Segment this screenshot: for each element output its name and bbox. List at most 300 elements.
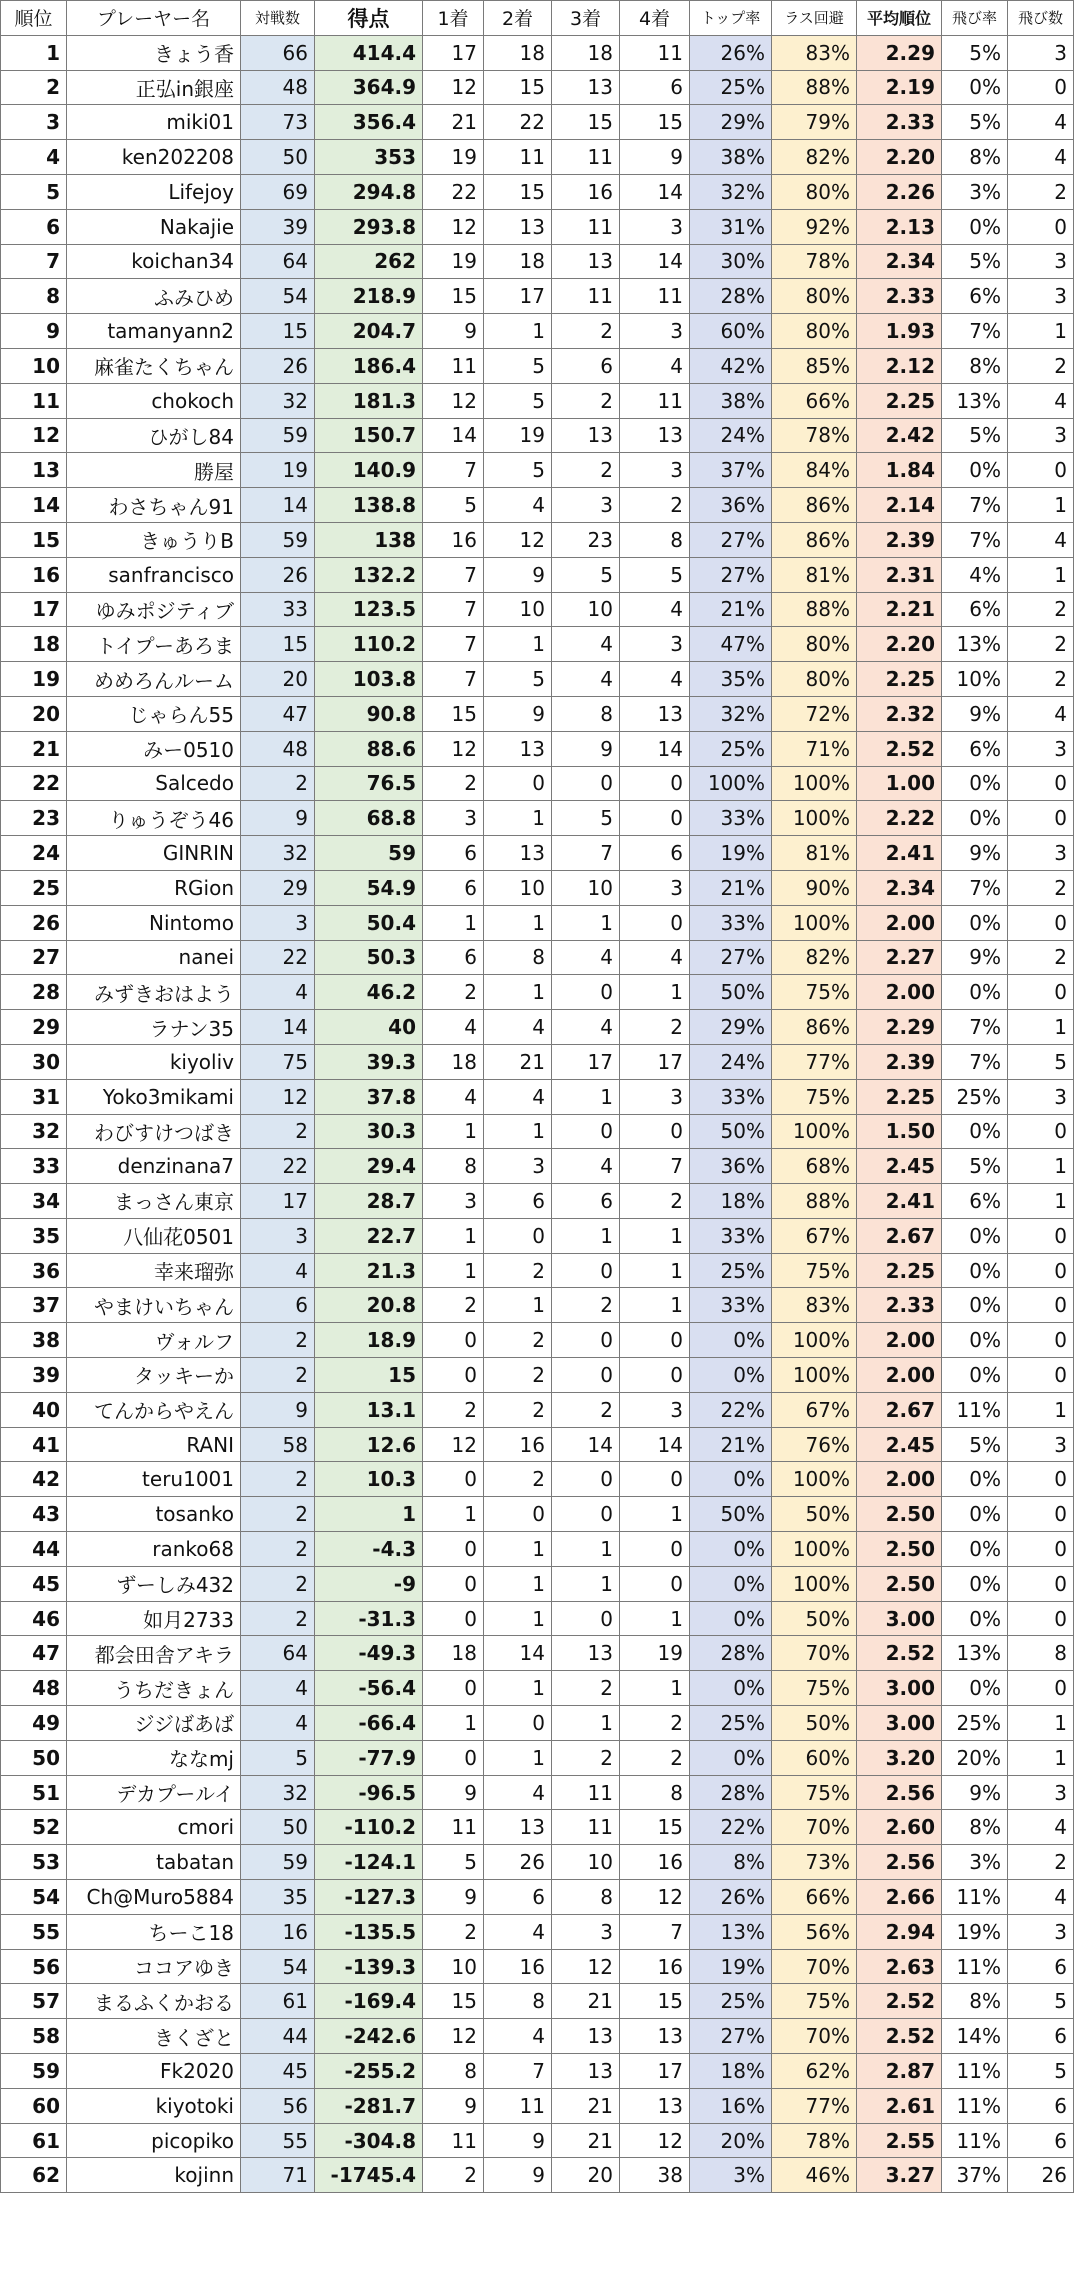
top-rate-cell: 25% [690,1706,772,1741]
bust-count-cell: 2 [1008,940,1074,975]
bust-rate-cell: 11% [942,2123,1008,2158]
fourth-place-cell: 14 [620,244,690,279]
games-cell: 54 [241,279,315,314]
first-place-cell: 10 [423,1949,484,1984]
score-cell: -49.3 [315,1636,423,1671]
last-avoid-cell: 88% [772,70,857,105]
player-name-cell: じゃらん55 [67,696,241,731]
table-row [1,1427,1074,1462]
second-place-cell: 1 [484,1601,552,1636]
score-cell: 13.1 [315,1392,423,1427]
top-rate-cell: 19% [690,836,772,871]
table-row [1,1740,1074,1775]
bust-count-cell: 0 [1008,1566,1074,1601]
third-place-cell: 11 [552,209,620,244]
score-cell: 138 [315,522,423,557]
top-rate-cell: 27% [690,557,772,592]
average-rank-cell: 2.33 [857,1288,942,1323]
first-place-cell: 0 [423,1566,484,1601]
bust-count-cell: 1 [1008,1392,1074,1427]
first-place-cell: 7 [423,453,484,488]
table-row [1,627,1074,662]
table-row [1,209,1074,244]
bust-count-cell: 1 [1008,488,1074,523]
bust-count-cell: 3 [1008,1775,1074,1810]
fourth-place-cell: 4 [620,940,690,975]
third-place-cell: 2 [552,383,620,418]
bust-count-cell: 3 [1008,836,1074,871]
fourth-place-cell: 5 [620,557,690,592]
top-rate-cell: 31% [690,209,772,244]
second-place-cell: 7 [484,2054,552,2089]
second-place-cell: 16 [484,1949,552,1984]
bust-count-cell: 6 [1008,2019,1074,2054]
last-avoid-cell: 72% [772,696,857,731]
first-place-cell: 12 [423,209,484,244]
rank-cell: 53 [1,1845,67,1880]
player-name-cell: うちだきょん [67,1671,241,1706]
score-cell: -139.3 [315,1949,423,1984]
third-place-cell: 12 [552,1949,620,1984]
average-rank-cell: 1.50 [857,1114,942,1149]
third-place-cell: 13 [552,2019,620,2054]
fourth-place-cell: 17 [620,2054,690,2089]
fourth-place-cell: 3 [620,314,690,349]
fourth-place-cell: 3 [620,627,690,662]
score-cell: 50.3 [315,940,423,975]
player-name-cell: ラナン35 [67,1010,241,1045]
header-first-place: 1着 [423,1,484,36]
last-avoid-cell: 84% [772,453,857,488]
fourth-place-cell: 0 [620,766,690,801]
first-place-cell: 0 [423,1671,484,1706]
second-place-cell: 5 [484,383,552,418]
top-rate-cell: 27% [690,522,772,557]
bust-count-cell: 4 [1008,1810,1074,1845]
second-place-cell: 2 [484,1392,552,1427]
table-row [1,1114,1074,1149]
last-avoid-cell: 75% [772,1079,857,1114]
first-place-cell: 9 [423,1880,484,1915]
first-place-cell: 18 [423,1044,484,1079]
average-rank-cell: 2.13 [857,209,942,244]
top-rate-cell: 0% [690,1566,772,1601]
second-place-cell: 10 [484,592,552,627]
fourth-place-cell: 12 [620,1880,690,1915]
table-row [1,1775,1074,1810]
third-place-cell: 4 [552,1149,620,1184]
table-row [1,418,1074,453]
rank-cell: 55 [1,1914,67,1949]
games-cell: 50 [241,1810,315,1845]
score-cell: -169.4 [315,1984,423,2019]
score-cell: 29.4 [315,1149,423,1184]
fourth-place-cell: 14 [620,731,690,766]
table-row [1,35,1074,70]
rank-cell: 8 [1,279,67,314]
score-cell: 88.6 [315,731,423,766]
average-rank-cell: 2.00 [857,1462,942,1497]
score-cell: 294.8 [315,174,423,209]
player-name-cell: 如月2733 [67,1601,241,1636]
score-cell: -66.4 [315,1706,423,1741]
last-avoid-cell: 100% [772,1566,857,1601]
first-place-cell: 4 [423,1079,484,1114]
bust-count-cell: 1 [1008,1706,1074,1741]
rank-cell: 35 [1,1218,67,1253]
average-rank-cell: 2.27 [857,940,942,975]
player-name-cell: きくざと [67,2019,241,2054]
ranking-body [1,35,1074,2192]
table-row [1,940,1074,975]
bust-rate-cell: 6% [942,1184,1008,1219]
games-cell: 3 [241,1218,315,1253]
fourth-place-cell: 4 [620,592,690,627]
second-place-cell: 1 [484,1740,552,1775]
fourth-place-cell: 1 [620,1497,690,1532]
score-cell: 414.4 [315,35,423,70]
table-row [1,1392,1074,1427]
player-name-cell: ゆみポジティブ [67,592,241,627]
first-place-cell: 12 [423,1427,484,1462]
second-place-cell: 2 [484,1323,552,1358]
score-cell: 90.8 [315,696,423,731]
second-place-cell: 4 [484,2019,552,2054]
first-place-cell: 2 [423,1914,484,1949]
first-place-cell: 18 [423,1636,484,1671]
second-place-cell: 5 [484,348,552,383]
fourth-place-cell: 14 [620,1427,690,1462]
rank-cell: 45 [1,1566,67,1601]
bust-rate-cell: 13% [942,383,1008,418]
games-cell: 48 [241,70,315,105]
third-place-cell: 13 [552,70,620,105]
bust-rate-cell: 7% [942,870,1008,905]
player-name-cell: Ch@Muro5884 [67,1880,241,1915]
table-row [1,453,1074,488]
average-rank-cell: 2.00 [857,975,942,1010]
games-cell: 2 [241,1114,315,1149]
games-cell: 32 [241,836,315,871]
games-cell: 2 [241,1601,315,1636]
games-cell: 47 [241,696,315,731]
fourth-place-cell: 9 [620,140,690,175]
bust-rate-cell: 0% [942,975,1008,1010]
score-cell: 364.9 [315,70,423,105]
player-name-cell: sanfrancisco [67,557,241,592]
table-row [1,1636,1074,1671]
player-name-cell: ジジばあば [67,1706,241,1741]
bust-count-cell: 0 [1008,1462,1074,1497]
fourth-place-cell: 16 [620,1845,690,1880]
player-name-cell: きゅうりB [67,522,241,557]
second-place-cell: 3 [484,1149,552,1184]
table-row [1,1601,1074,1636]
average-rank-cell: 2.34 [857,870,942,905]
last-avoid-cell: 50% [772,1497,857,1532]
second-place-cell: 15 [484,70,552,105]
second-place-cell: 1 [484,801,552,836]
second-place-cell: 6 [484,1880,552,1915]
average-rank-cell: 2.61 [857,2088,942,2123]
table-row [1,662,1074,697]
table-row [1,836,1074,871]
score-cell: 123.5 [315,592,423,627]
second-place-cell: 8 [484,940,552,975]
second-place-cell: 1 [484,1114,552,1149]
table-row [1,1880,1074,1915]
games-cell: 6 [241,1288,315,1323]
fourth-place-cell: 16 [620,1949,690,1984]
table-row [1,383,1074,418]
games-cell: 5 [241,1740,315,1775]
games-cell: 73 [241,105,315,140]
last-avoid-cell: 100% [772,1358,857,1393]
bust-rate-cell: 9% [942,836,1008,871]
games-cell: 15 [241,314,315,349]
score-cell: 204.7 [315,314,423,349]
fourth-place-cell: 15 [620,1810,690,1845]
top-rate-cell: 0% [690,1462,772,1497]
games-cell: 64 [241,1636,315,1671]
first-place-cell: 22 [423,174,484,209]
fourth-place-cell: 7 [620,1914,690,1949]
third-place-cell: 3 [552,1914,620,1949]
last-avoid-cell: 60% [772,1740,857,1775]
header-games: 対戦数 [241,1,315,36]
average-rank-cell: 2.87 [857,2054,942,2089]
games-cell: 33 [241,592,315,627]
table-row [1,1044,1074,1079]
player-name-cell: ひがし84 [67,418,241,453]
player-name-cell: picopiko [67,2123,241,2158]
first-place-cell: 2 [423,1392,484,1427]
score-cell: 353 [315,140,423,175]
rank-cell: 20 [1,696,67,731]
games-cell: 71 [241,2158,315,2193]
first-place-cell: 1 [423,1253,484,1288]
bust-rate-cell: 0% [942,209,1008,244]
last-avoid-cell: 100% [772,1323,857,1358]
third-place-cell: 3 [552,488,620,523]
score-cell: 356.4 [315,105,423,140]
bust-rate-cell: 8% [942,1810,1008,1845]
average-rank-cell: 3.20 [857,1740,942,1775]
rank-cell: 62 [1,2158,67,2193]
third-place-cell: 8 [552,696,620,731]
bust-rate-cell: 37% [942,2158,1008,2193]
top-rate-cell: 3% [690,2158,772,2193]
rank-cell: 59 [1,2054,67,2089]
rank-cell: 58 [1,2019,67,2054]
score-cell: 37.8 [315,1079,423,1114]
first-place-cell: 9 [423,1775,484,1810]
last-avoid-cell: 100% [772,1532,857,1567]
fourth-place-cell: 3 [620,1079,690,1114]
bust-count-cell: 0 [1008,1497,1074,1532]
third-place-cell: 0 [552,1114,620,1149]
top-rate-cell: 19% [690,1949,772,1984]
rank-cell: 13 [1,453,67,488]
score-cell: 54.9 [315,870,423,905]
second-place-cell: 1 [484,975,552,1010]
games-cell: 59 [241,418,315,453]
rank-cell: 39 [1,1358,67,1393]
average-rank-cell: 2.45 [857,1149,942,1184]
bust-count-cell: 0 [1008,905,1074,940]
fourth-place-cell: 13 [620,2088,690,2123]
last-avoid-cell: 75% [772,1775,857,1810]
top-rate-cell: 32% [690,174,772,209]
bust-rate-cell: 9% [942,1775,1008,1810]
rank-cell: 7 [1,244,67,279]
player-name-cell: わびすけつばき [67,1114,241,1149]
bust-rate-cell: 25% [942,1079,1008,1114]
bust-count-cell: 1 [1008,557,1074,592]
table-row [1,1706,1074,1741]
second-place-cell: 19 [484,418,552,453]
bust-rate-cell: 7% [942,522,1008,557]
fourth-place-cell: 3 [620,870,690,905]
first-place-cell: 1 [423,1114,484,1149]
rank-cell: 36 [1,1253,67,1288]
top-rate-cell: 28% [690,279,772,314]
second-place-cell: 15 [484,174,552,209]
player-name-cell: Yoko3mikami [67,1079,241,1114]
top-rate-cell: 28% [690,1636,772,1671]
first-place-cell: 12 [423,383,484,418]
bust-rate-cell: 0% [942,1218,1008,1253]
score-cell: 12.6 [315,1427,423,1462]
player-name-cell: 正弘in銀座 [67,70,241,105]
second-place-cell: 11 [484,140,552,175]
table-row [1,557,1074,592]
table-row [1,244,1074,279]
player-name-cell: ずーしみ432 [67,1566,241,1601]
table-row [1,1323,1074,1358]
top-rate-cell: 25% [690,1253,772,1288]
second-place-cell: 4 [484,1079,552,1114]
fourth-place-cell: 2 [620,1184,690,1219]
first-place-cell: 3 [423,801,484,836]
score-cell: -242.6 [315,2019,423,2054]
player-name-cell: ココアゆき [67,1949,241,1984]
bust-count-cell: 5 [1008,1984,1074,2019]
fourth-place-cell: 2 [620,1740,690,1775]
last-avoid-cell: 78% [772,418,857,453]
top-rate-cell: 35% [690,662,772,697]
third-place-cell: 2 [552,314,620,349]
bust-rate-cell: 9% [942,696,1008,731]
average-rank-cell: 2.26 [857,174,942,209]
last-avoid-cell: 66% [772,383,857,418]
bust-rate-cell: 11% [942,2054,1008,2089]
first-place-cell: 0 [423,1358,484,1393]
fourth-place-cell: 17 [620,1044,690,1079]
third-place-cell: 0 [552,1497,620,1532]
fourth-place-cell: 38 [620,2158,690,2193]
first-place-cell: 6 [423,870,484,905]
games-cell: 2 [241,1462,315,1497]
table-row [1,348,1074,383]
bust-count-cell: 8 [1008,1636,1074,1671]
table-row [1,975,1074,1010]
second-place-cell: 4 [484,1010,552,1045]
bust-rate-cell: 10% [942,662,1008,697]
third-place-cell: 1 [552,1218,620,1253]
score-cell: -255.2 [315,2054,423,2089]
top-rate-cell: 8% [690,1845,772,1880]
average-rank-cell: 2.42 [857,418,942,453]
bust-rate-cell: 8% [942,1984,1008,2019]
player-name-cell: ヴォルフ [67,1323,241,1358]
rank-cell: 12 [1,418,67,453]
bust-rate-cell: 0% [942,1566,1008,1601]
player-name-cell: みずきおはよう [67,975,241,1010]
second-place-cell: 1 [484,314,552,349]
table-row [1,1914,1074,1949]
fourth-place-cell: 3 [620,1392,690,1427]
games-cell: 4 [241,1671,315,1706]
bust-rate-cell: 8% [942,140,1008,175]
rank-cell: 51 [1,1775,67,1810]
score-cell: -110.2 [315,1810,423,1845]
fourth-place-cell: 6 [620,836,690,871]
average-rank-cell: 2.12 [857,348,942,383]
last-avoid-cell: 79% [772,105,857,140]
third-place-cell: 10 [552,870,620,905]
first-place-cell: 11 [423,348,484,383]
table-row [1,801,1074,836]
first-place-cell: 19 [423,140,484,175]
average-rank-cell: 1.93 [857,314,942,349]
top-rate-cell: 28% [690,1775,772,1810]
first-place-cell: 12 [423,70,484,105]
player-name-cell: Nakajie [67,209,241,244]
second-place-cell: 18 [484,244,552,279]
first-place-cell: 0 [423,1323,484,1358]
rank-cell: 32 [1,1114,67,1149]
top-rate-cell: 29% [690,1010,772,1045]
average-rank-cell: 1.00 [857,766,942,801]
top-rate-cell: 25% [690,70,772,105]
average-rank-cell: 2.25 [857,1079,942,1114]
fourth-place-cell: 1 [620,975,690,1010]
last-avoid-cell: 88% [772,592,857,627]
bust-count-cell: 0 [1008,1288,1074,1323]
score-cell: 15 [315,1358,423,1393]
games-cell: 55 [241,2123,315,2158]
top-rate-cell: 33% [690,1079,772,1114]
fourth-place-cell: 0 [620,1114,690,1149]
bust-rate-cell: 7% [942,1010,1008,1045]
table-row [1,2123,1074,2158]
third-place-cell: 17 [552,1044,620,1079]
top-rate-cell: 38% [690,140,772,175]
last-avoid-cell: 80% [772,662,857,697]
average-rank-cell: 2.20 [857,627,942,662]
bust-count-cell: 4 [1008,140,1074,175]
bust-count-cell: 6 [1008,1949,1074,1984]
fourth-place-cell: 11 [620,279,690,314]
average-rank-cell: 2.66 [857,1880,942,1915]
bust-rate-cell: 7% [942,314,1008,349]
first-place-cell: 15 [423,1984,484,2019]
top-rate-cell: 18% [690,2054,772,2089]
third-place-cell: 1 [552,905,620,940]
games-cell: 26 [241,557,315,592]
rank-cell: 24 [1,836,67,871]
